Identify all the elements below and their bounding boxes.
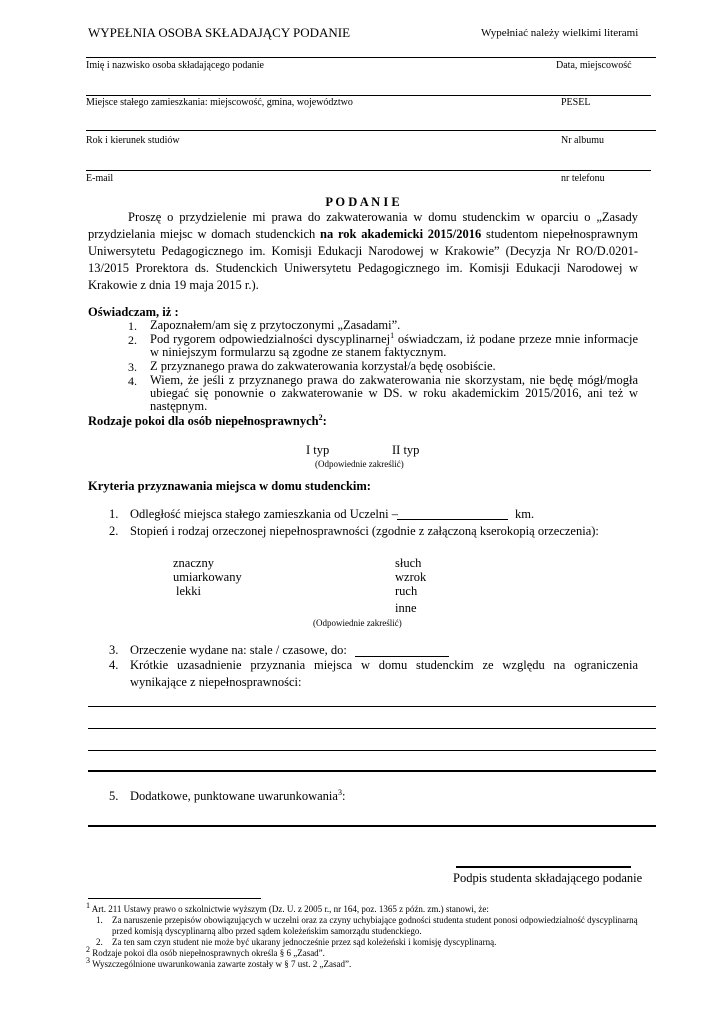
ruling-label: Orzeczenie wydane na: stale / czasowe, do: (130, 643, 347, 657)
criteria-num-5: 5. (109, 789, 119, 803)
degree-lekki[interactable]: lekki (176, 584, 201, 598)
justification-line-3[interactable] (88, 750, 656, 751)
justification-line-4[interactable] (88, 770, 656, 772)
form-header-right: Wypełniać należy wielkimi literami (481, 27, 639, 39)
phone-label: nr telefonu (561, 173, 605, 184)
decl-item-2-text-a: Pod rygorem odpowiedzialności dyscyplinarnej (150, 332, 391, 346)
decl-num-1: 1. (128, 319, 137, 333)
justification-line-1[interactable] (88, 706, 656, 707)
album-label: Nr albumu (561, 135, 605, 146)
name-input-line[interactable] (86, 57, 656, 58)
rooms-heading-colon: : (322, 414, 327, 428)
additional-label-text: Dodatkowe, punktowane uwarunkowania (130, 789, 338, 803)
kind-ruch[interactable]: ruch (395, 584, 418, 598)
declaration-item-2 (150, 330, 638, 359)
date-label: Data, miejscowość (556, 60, 632, 71)
criteria-num-3: 3. (109, 643, 119, 657)
additional-label (130, 789, 345, 804)
criteria-num-2: 2. (109, 524, 119, 538)
footnote-2-mark: 2 (86, 945, 90, 954)
declaration-item-3: Z przyznanego prawa do zakwaterowania korzystał/a będę osobiście. (150, 359, 496, 373)
footnote-3-mark: 3 (86, 956, 90, 965)
name-label: Imię i nazwisko osoba składającego podanie (86, 60, 264, 71)
footnote-separator (88, 898, 261, 899)
additional-input-line[interactable] (88, 825, 656, 827)
kind-wzrok[interactable]: wzrok (395, 570, 427, 584)
footnote-1-item-1: Za naruszenie przepisów obowiązujących w uczelni oraz za czyny uchybiające godności studenta student ponosi odpowiedzialność dyscyplinarną przed komisją dyscyplinarną albo przed sądem koleżeńskim samorządu studenckiego. (112, 915, 638, 936)
request-text-1: Proszę o przydzielenie mi prawa do zakwaterowania w domu studenckim w oparciu o „Zasady przydzielania miejsc w domach studenckich (88, 210, 638, 241)
study-input-line[interactable] (86, 130, 656, 131)
justification-label: Krótkie uzasadnienie przyznania miejsca w domu studenckim ze względu na ograniczenia wynikające z niepełnosprawności: (130, 658, 638, 689)
form-header-left: WYPEŁNIA OSOBA SKŁADAJĄCY PODANIE (88, 25, 351, 40)
declaration-heading: Oświadczam, iż : (88, 305, 179, 319)
footnote-3-text: Wyszczególnione uwarunkowania zawarte zostały w § 7 ust. 2 „Zasad”. (92, 959, 352, 969)
signature-label: Podpis studenta składającego podanie (453, 871, 643, 885)
footnote-ref-2: 2 (318, 412, 323, 422)
footnote-ref-3: 3 (337, 787, 342, 797)
footnote-1-num-1: 1. (96, 915, 103, 925)
email-input-line[interactable] (86, 170, 651, 171)
degree-umiarkowany[interactable]: umiarkowany (173, 570, 242, 584)
disability-note: (Odpowiednie zakreślić) (313, 618, 402, 628)
academic-year: na rok akademicki 2015/2016 (320, 227, 482, 241)
room-type-2[interactable]: II typ (392, 443, 420, 457)
request-paragraph (88, 209, 638, 294)
criteria-num-1: 1. (109, 507, 119, 521)
justification-line-2[interactable] (88, 728, 656, 729)
footnote-ref-1: 1 (390, 330, 395, 340)
decl-item-2-text-b: oświadczam, iż podane przeze mnie informacje w niniejszym formularzu są zgodne ze stanem faktycznym. (150, 332, 638, 359)
kind-sluch[interactable]: słuch (395, 556, 422, 570)
rooms-heading-text: Rodzaje pokoi dla osób niepełnosprawnych (88, 414, 319, 428)
document-title: P O D A N I E (325, 195, 400, 209)
distance-input-line[interactable] (397, 519, 508, 520)
criteria-heading: Kryteria przyznawania miejsca w domu studenckim: (88, 479, 371, 493)
footnote-1-mark: 1 (86, 901, 90, 910)
signature-line[interactable] (456, 866, 631, 868)
footnote-2 (86, 945, 325, 958)
decl-num-2: 2. (128, 333, 137, 347)
request-text-2: studentom niepełnosprawnym Uniwersytetu Pedagogicznego im. Komisji Edukacji Narodowej w Krakowie” (Decyzja Nr RO/D.0201-13/2015 Prorektora ds. Studenckich Uniwersytetu Pedagogicznego im. Komisji Edukacji Narodowej w Krakowie z dnia 19 maja 2015 r.). (88, 227, 638, 292)
study-label: Rok i kierunek studiów (86, 135, 180, 146)
rooms-note: (Odpowiednie zakreślić) (315, 459, 404, 469)
decl-num-3: 3. (128, 360, 137, 374)
declaration-item-1: Zapoznałem/am się z przytoczonymi „Zasadami”. (150, 318, 401, 332)
residence-input-line[interactable] (86, 95, 651, 96)
email-label: E-mail (86, 173, 114, 184)
additional-label-colon: : (341, 789, 346, 803)
footnote-1-num-2: 2. (96, 937, 103, 947)
decl-num-4: 4. (128, 374, 137, 388)
footnote-1-item-2: Za ten sam czyn student nie może być ukarany jednocześnie przez sąd koleżeński i komisję dyscyplinarną. (112, 937, 497, 947)
declaration-item-4: Wiem, że jeśli z przyznanego prawa do zakwaterowania nie skorzystam, nie będę mógł/mogła ubiegać się ponownie o zakwaterowanie w DS. w roku akademickim 2015/2016, ani też w następnym. (150, 373, 638, 413)
distance-label: Odległość miejsca stałego zamieszkania od Uczelni – (130, 507, 398, 521)
rooms-heading (88, 414, 327, 429)
distance-unit: km. (515, 507, 535, 521)
footnote-1-text: Art. 211 Ustawy prawo o szkolnictwie wyższym (Dz. U. z 2005 r., nr 164, poz. 1365 z późn. zm.) stanowi, że: (91, 904, 489, 914)
footnote-3 (86, 956, 352, 969)
footnote-2-text: Rodzaje pokoi dla osób niepełnosprawnych określa § 6 „Zasad”. (92, 948, 325, 958)
criteria-num-4: 4. (109, 658, 119, 672)
residence-label: Miejsce stałego zamieszkania: miejscowość, gmina, województwo (86, 97, 353, 108)
room-type-1[interactable]: I typ (306, 443, 330, 457)
disability-label: Stopień i rodzaj orzeczonej niepełnosprawności (zgodnie z załączoną kserokopią orzeczenia): (130, 524, 599, 538)
footnote-1 (86, 901, 489, 914)
pesel-label: PESEL (561, 97, 591, 108)
degree-znaczny[interactable]: znaczny (173, 556, 214, 570)
kind-inne[interactable]: inne (395, 601, 417, 615)
